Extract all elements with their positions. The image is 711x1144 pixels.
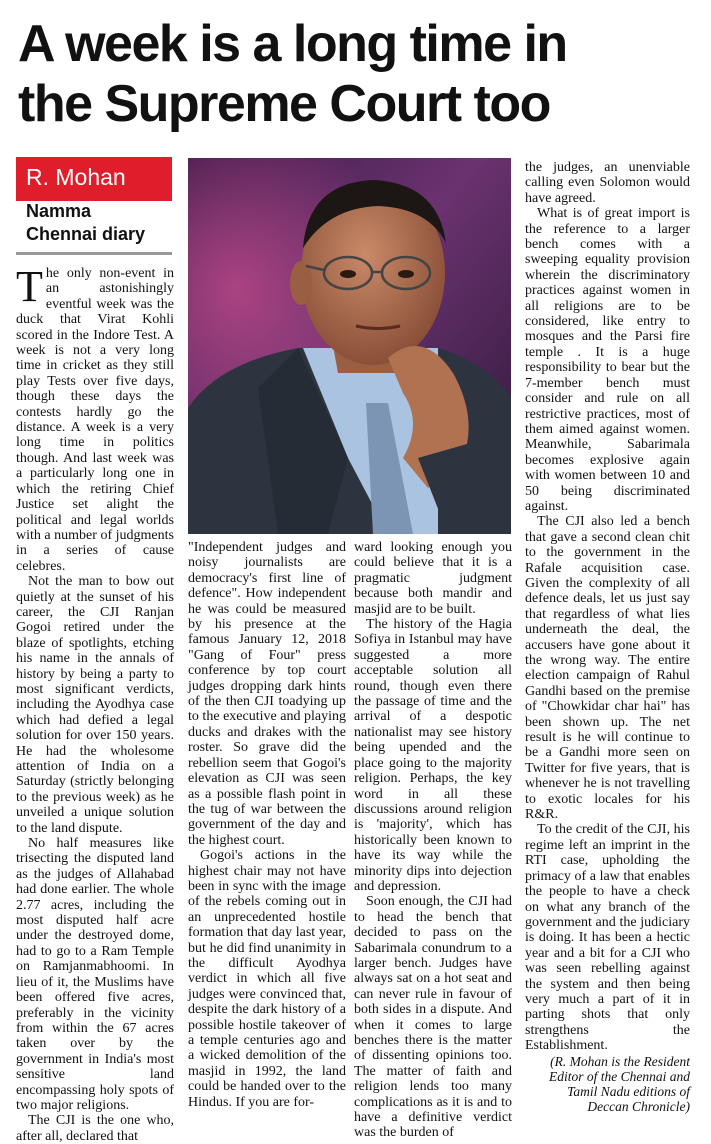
paragraph: the judges, an unenviable calling even Solomon would have agreed. — [525, 160, 690, 206]
article-column-3 — [354, 540, 512, 1141]
portrait-illustration — [188, 158, 511, 534]
article-column-4 — [525, 160, 690, 1114]
paragraph: What is of great import is the reference to a larger bench comes with a sweeping equality provision wherein the discriminatory practices against women in all religions are to be considered, like entry to mosques and the Parsi fire temple . It is a huge responsibility to bear but the 7-member bench must consider and rule on all restrictive practices, most of them aimed against women. Meanwhile, Sabarimala becomes explosive again with women between 10 and 50 being discriminated against. — [525, 206, 690, 514]
paragraph: "Independent judges and noisy journalists are democracy's first line of defence". How independent he was could be measured by his presence at the famous January 12, 2018 "Gang of Four" press conference by top court judges dropping dark hints of the then CJI toadying up to the executive and playing ducks and drakes with the roster. So grave did the rebellion seem that Gogoi's elevation as CJI was seen as a possible flash point in the tug of war between the government of the day and the highest court. — [188, 540, 346, 848]
article-column-1 — [16, 262, 174, 1144]
article-column-2 — [188, 540, 346, 1110]
column-name: Namma Chennai diary — [26, 201, 146, 244]
paragraph: The only non-event in an astonishingly eventful week was the duck that Virat Kohli scored in the Indore Test. A week is not a very long time in cricket as they still play Tests over five days, though these days the contests hardly go the distance. A week is a very long time in politics though. And last week was a particularly long one in which the retiring Chief Justice set alight the political and legal worlds with a number of judgments in a series of cause celebres. — [16, 262, 174, 574]
divider — [16, 252, 172, 255]
headline: A week is a long time in the Supreme Court too — [18, 15, 567, 133]
paragraph: The CJI is the one who, after all, declared that — [16, 1113, 174, 1144]
paragraph: Not the man to bow out quietly at the sunset of his career, the CJI Ranjan Gogoi retired under the blaze of spotlights, etching his name in the annals of history by being a party to most significant verdicts, including the Ayodhya case which had defied a legal solution for over 150 years. He had the wholesome attention of India on a Saturday (strictly belonging to the previous week) as he unveiled a unique solution to the land dispute. — [16, 574, 174, 836]
paragraph: Gogoi's actions in the highest chair may not have been in sync with the image of the rebels coming out in an unprecedented hostile formation that day last year, but he did find unanimity in the difficult Ayodhya verdict in which all five judges were convinced that, despite the dark history of a possible hostile takeover of a temple centuries ago and a wicked demolition of the masjid in 1992, the land could be handed over to the Hindus. If you are for- — [188, 848, 346, 1110]
paragraph: No half measures like trisecting the disputed land as the judges of Allahabad had done earlier. The whole 2.77 acres, including the most disputed half acre under the destroyed dome, had to go to a Ram Temple on Ramjanmabhoomi. In lieu of it, the Muslims have been offered five acres, preferably in the vicinity from within the 67 acres taken over by the government in India's most sensitive land encompassing holy spots of two major religions. — [16, 836, 174, 1113]
paragraph: The history of the Hagia Sofiya in Istanbul may have suggested a more acceptable solution all round, though even there the passage of time and the arrival of a despotic nationalist may see history being upended and the place going to the majority religion. Perhaps, the key word in all these discussions around religion is 'majority', which has historically been known to have its way while the minority dips into dejection and depression. — [354, 617, 512, 894]
paragraph: Soon enough, the CJI had to head the bench that decided to pass on the Sabarimala conundrum to a larger bench. Judges have always sat on a hot seat and can never rule in favour of both sides in a dispute. And when it comes to large benches there is the matter of dissenting opinions too. The matter of faith and religion lends too many complications as it is and to have a definitive verdict was the burden of — [354, 894, 512, 1141]
author-credit: (R. Mohan is the Resident Editor of the Chennai and Tamil Nadu editions of Deccan Chronicle) — [549, 1053, 690, 1114]
author-name: R. Mohan — [16, 157, 172, 197]
paragraph: The CJI also led a bench that gave a second clean chit to the government in the Rafale acquisition case. Given the complexity of all defence deals, let us just say that regardless of what lies underneath the deal, the accusers have gone about it the wrong way. The entire election campaign of Rahul Gandhi based on the premise of "Chowkidar char hai" has been shown up. The net result is he will continue to be a Gandhi more seen on Twitter for five years, that is whenever he is not travelling to exotic locales for his R&R. — [525, 514, 690, 823]
portrait-photo — [188, 158, 511, 534]
paragraph: ward looking enough you could believe that it is a pragmatic judgment because both mandir and masjid are to be built. — [354, 540, 512, 617]
drop-cap: T — [16, 262, 43, 311]
paragraph: To the credit of the CJI, his regime left an imprint in the RTI case, upholding the primacy of a law that enables the people to have a check on what any branch of the government and the judiciary is doing. It has been a hectic year and a bit for a CJI who was seen rebelling against the system and then being very much a part of it in parting shots that only strengthens the Establishment. — [525, 822, 690, 1054]
